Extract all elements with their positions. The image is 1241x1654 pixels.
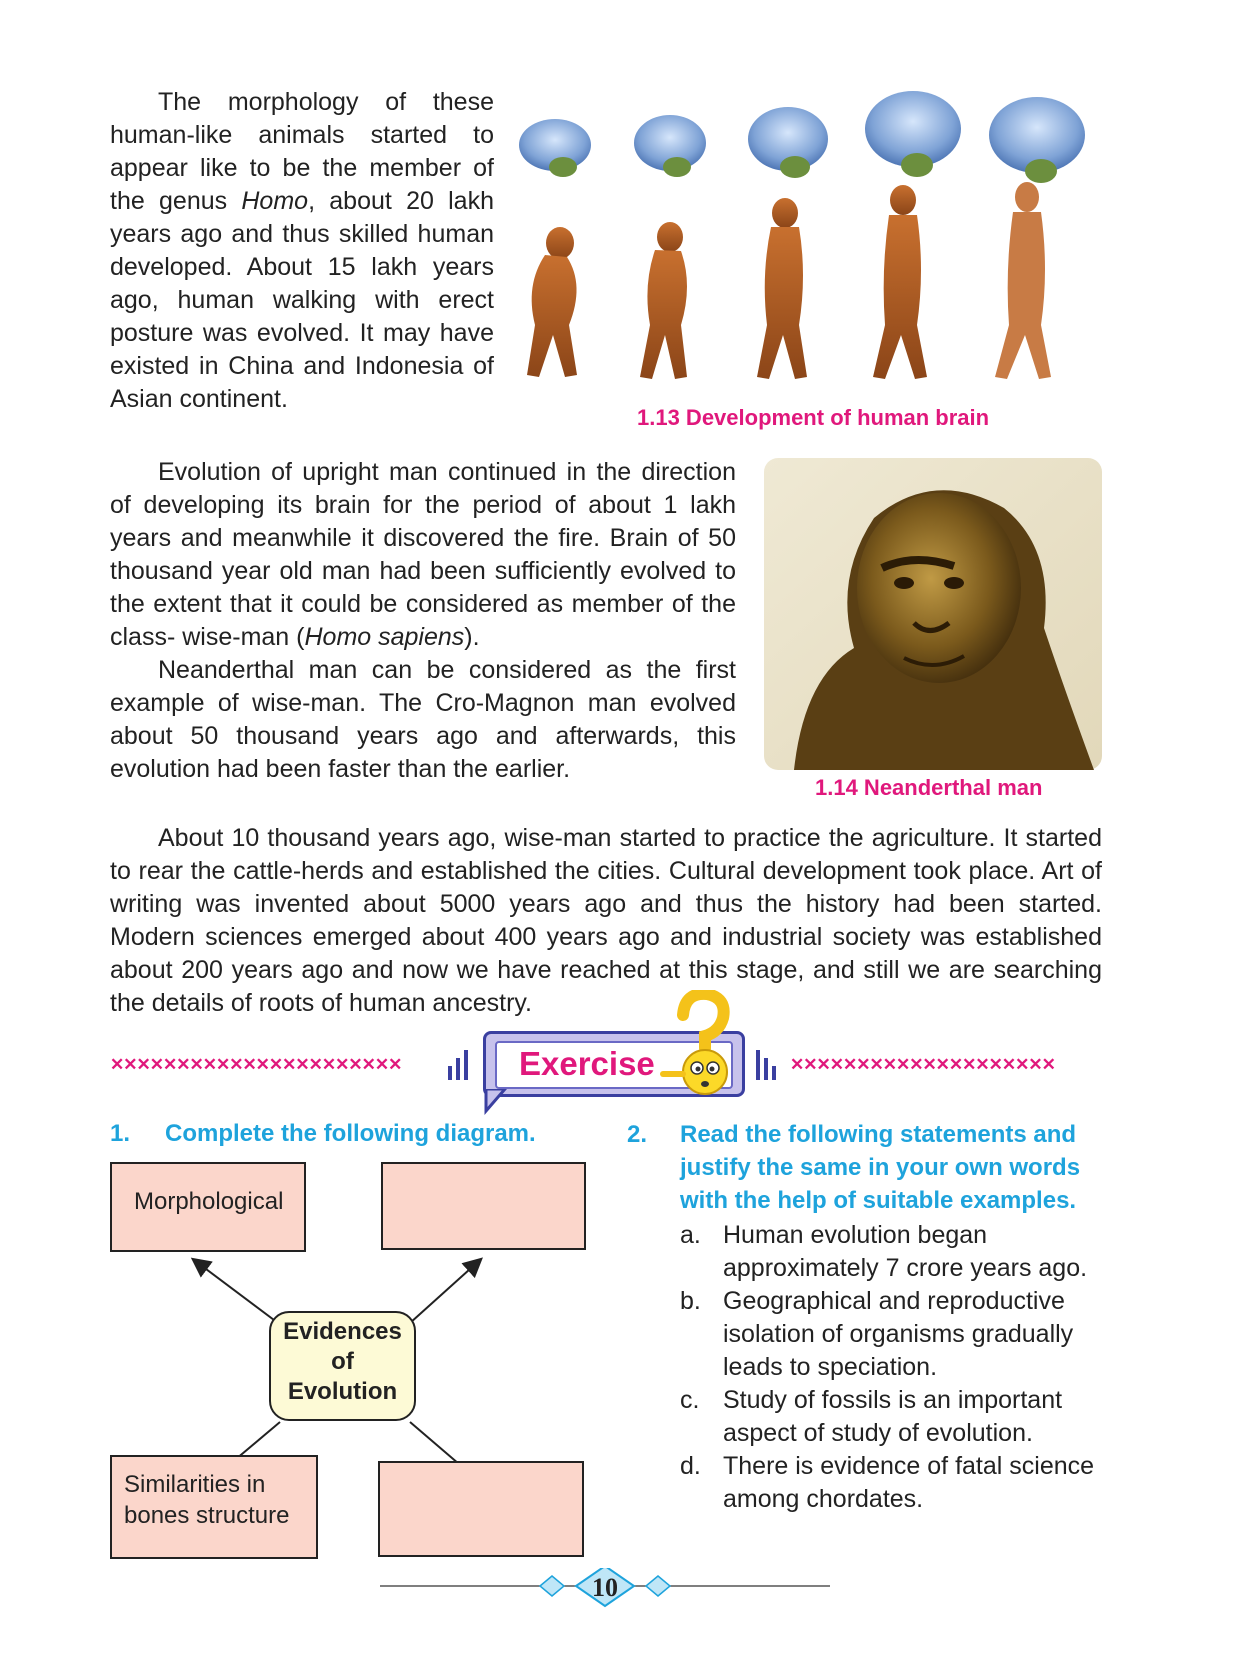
exercise-decoration-left: ✕✕✕✕✕✕✕✕✕✕✕✕✕✕✕✕✕✕✕✕✕✕ (110, 1058, 402, 1072)
question-2-text: Read the following statements and justify the same in your own words with the help of suitable examples. (680, 1121, 1081, 1214)
para1-italic: Homo (241, 187, 309, 215)
figure-1-13-caption: 1.13 Development of human brain (637, 405, 990, 430)
statement-b-text: Geographical and reproductive isolation of organisms gradually leads to speciation. (723, 1287, 1074, 1381)
para2-text-b: ). (464, 623, 480, 651)
para2-text-a: Evolution of upright man continued in the direction of developing its brain for the period of about 1 lakh years and meanwhile it discovered the fire. Brain of 50 thousand year old man had been sufficiently evolved to the extent that it could be considered as member of the class- wise-man ( (110, 458, 736, 651)
brain-3-icon (748, 107, 828, 178)
brain-5-icon (989, 97, 1085, 183)
question-1-heading (110, 1117, 580, 1150)
brain-2-icon (634, 115, 706, 177)
statement-d-text: There is evidence of fatal science among chordates. (723, 1452, 1095, 1513)
statement-d (680, 1450, 1110, 1516)
hominid-4-icon (873, 185, 927, 379)
exercise-bars-left (448, 1050, 472, 1080)
diagram-label-bones: Similarities in bones structure (124, 1471, 290, 1529)
para1-text-b: , about 20 lakh years ago and thus skilled human developed. About 15 lakh years ago, human walking with erect posture was evolved. It may have existed in China and Indonesia of Asian continent. (110, 187, 494, 413)
human-brain-development-figure (505, 85, 1105, 395)
paragraph-neanderthal: Neanderthal man can be considered as the first example of wise-man. The Cro-Magnon man evolved about 50 thousand years ago and afterwards, this evolution had been faster than the earlier. (110, 656, 736, 783)
statement-c (680, 1384, 1110, 1450)
diagram-box-bottom-right-blank[interactable] (378, 1461, 584, 1557)
diagram-center-evidences (269, 1311, 416, 1421)
paragraph-homo-genus (110, 86, 494, 416)
brain-4-icon (865, 91, 961, 177)
diagram-box-top-right-blank[interactable] (381, 1162, 586, 1250)
statement-d-letter: d. (680, 1452, 701, 1480)
question-2-heading (627, 1118, 1107, 1217)
statement-c-text: Study of fossils is an important aspect of study of evolution. (723, 1386, 1063, 1447)
statement-a (680, 1219, 1110, 1285)
question-1-number: 1. (110, 1120, 131, 1147)
statement-a-text: Human evolution began approximately 7 crore years ago. (723, 1221, 1088, 1282)
paragraph-agriculture (110, 822, 1102, 1020)
statement-b-letter: b. (680, 1287, 701, 1315)
paragraph-upright-man (110, 456, 736, 786)
diagram-box-bones (110, 1455, 318, 1559)
diagram-label-morphological: Morphological (134, 1188, 284, 1215)
statement-list (680, 1219, 1110, 1516)
statement-a-letter: a. (680, 1221, 701, 1249)
hominid-2-icon (640, 222, 687, 379)
statement-c-letter: c. (680, 1386, 700, 1414)
diagram-box-morphological (110, 1162, 306, 1252)
question-1-text: Complete the following diagram. (165, 1120, 536, 1147)
para2-italic: Homo sapiens (304, 623, 465, 651)
center-line-1: Evidences (283, 1318, 402, 1345)
question-2-number: 2. (627, 1121, 648, 1148)
question-mark-emoji-icon (655, 990, 745, 1100)
statement-b (680, 1285, 1110, 1384)
figure-1-14-caption: 1.14 Neanderthal man (815, 775, 1043, 800)
center-line-3: Evolution (287, 1378, 398, 1405)
exercise-title: Exercise (519, 1045, 655, 1082)
para4-text: About 10 thousand years ago, wise-man started to practice the agriculture. It started to rear the cattle-herds and established the cities. Cultural development took place. Art of writing was invented about 5000 years ago and thus the history had been started. Modern sciences emerged about 400 years ago and industrial society was established about 200 years ago and now we have reached at this stage, and still we are searching the details of roots of human ancestry. (110, 824, 1102, 1017)
hominid-5-icon (995, 182, 1051, 379)
page-number: 10 (592, 1573, 618, 1602)
para1-text-a: The morphology of these human-like animals started to appear like to be the member of the genus (110, 88, 494, 215)
hominid-3-icon (757, 198, 807, 379)
exercise-bars-right (756, 1050, 780, 1080)
brain-1-icon (519, 119, 591, 177)
neanderthal-man-image (764, 458, 1102, 770)
exercise-speech-tail (483, 1089, 513, 1115)
hominid-1-icon (527, 227, 577, 377)
center-line-2: of (331, 1348, 354, 1375)
exercise-decoration-right: ✕✕✕✕✕✕✕✕✕✕✕✕✕✕✕✕✕✕✕✕ (790, 1058, 1055, 1072)
